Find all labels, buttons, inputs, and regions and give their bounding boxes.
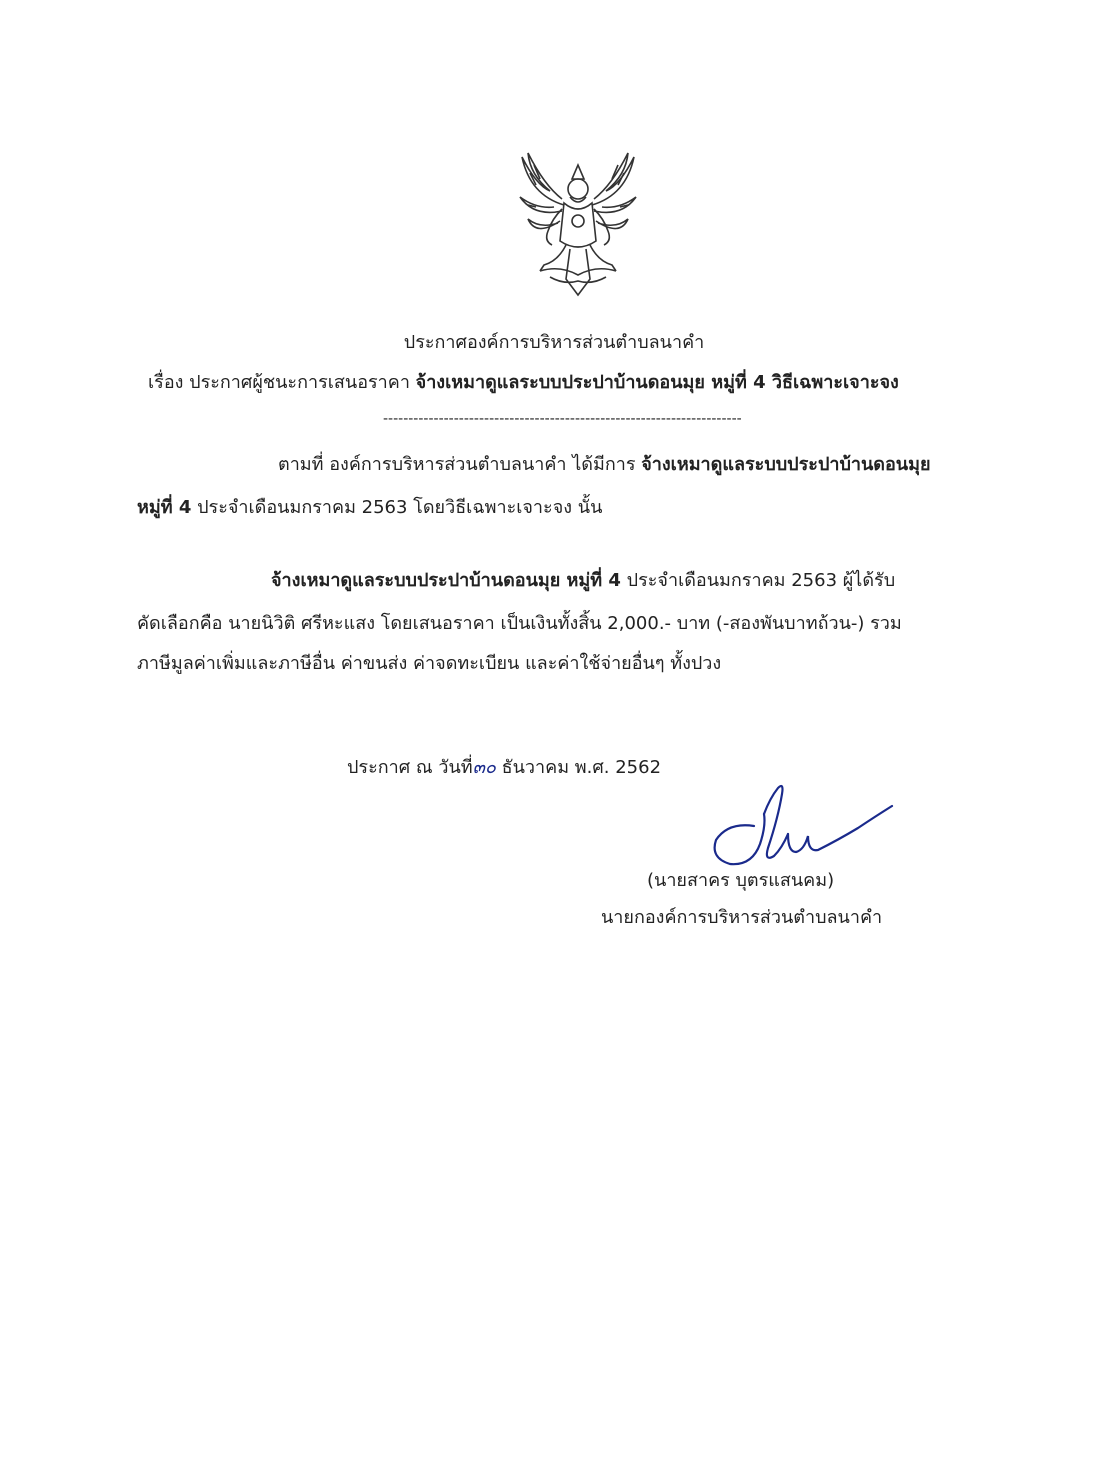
- paragraph2-line1: [271, 568, 895, 594]
- announcement-suffix: ธันวาคม พ.ศ. 2562: [495, 757, 662, 778]
- document-title: ประกาศองค์การบริหารส่วนตำบลนาคำ: [403, 332, 705, 353]
- paragraph2-line1-bold: จ้างเหมาดูแลระบบประปาบ้านดอนมุย หมู่ที่ 4: [271, 570, 621, 591]
- document-subject: [148, 370, 899, 396]
- paragraph1-line1: [278, 452, 931, 478]
- paragraph1-line2-plain: ประจำเดือนมกราคม 2563 โดยวิธีเฉพาะเจาะจง นั้น: [191, 497, 603, 518]
- subject-bold: จ้างเหมาดูแลระบบประปาบ้านดอนมุย หมู่ที่ 4 วิธีเฉพาะเจาะจง: [415, 372, 899, 393]
- paragraph2-line2: คัดเลือกคือ นายนิวิติ ศรีหะแสง โดยเสนอราคา เป็นเงินทั้งสิ้น 2,000.- บาท (-สองพันบาทถ้วน-) รวม: [137, 613, 902, 634]
- paragraph1-line1-bold: จ้างเหมาดูแลระบบประปาบ้านดอนมุย: [641, 454, 931, 475]
- garuda-emblem-icon: [500, 145, 656, 300]
- paragraph2-line1-plain: ประจำเดือนมกราคม 2563 ผู้ได้รับ: [620, 570, 896, 591]
- announcement-date: [347, 755, 661, 781]
- paragraph1-line2: [137, 495, 602, 521]
- signer-name: (นายสาคร บุตรแสนคม): [647, 870, 835, 891]
- paragraph1-line2-bold: หมู่ที่ 4: [137, 497, 192, 518]
- subject-prefix: เรื่อง ประกาศผู้ชนะการเสนอราคา: [148, 372, 416, 393]
- announcement-prefix: ประกาศ ณ วันที่: [347, 757, 473, 778]
- paragraph1-line1-plain: ตามที่ องค์การบริหารส่วนตำบลนาคำ ได้มีการ: [278, 454, 642, 475]
- announcement-day: ๓๐: [472, 757, 496, 778]
- signature-mark: [708, 778, 898, 874]
- signer-position: นายกองค์การบริหารส่วนตำบลนาคำ: [601, 907, 883, 928]
- paragraph2-line3: ภาษีมูลค่าเพิ่มและภาษีอื่น ค่าขนส่ง ค่าจดทะเบียน และค่าใช้จ่ายอื่นๆ ทั้งปวง: [137, 653, 722, 674]
- separator-line: -----------------------------------------------------------------------: [383, 412, 742, 426]
